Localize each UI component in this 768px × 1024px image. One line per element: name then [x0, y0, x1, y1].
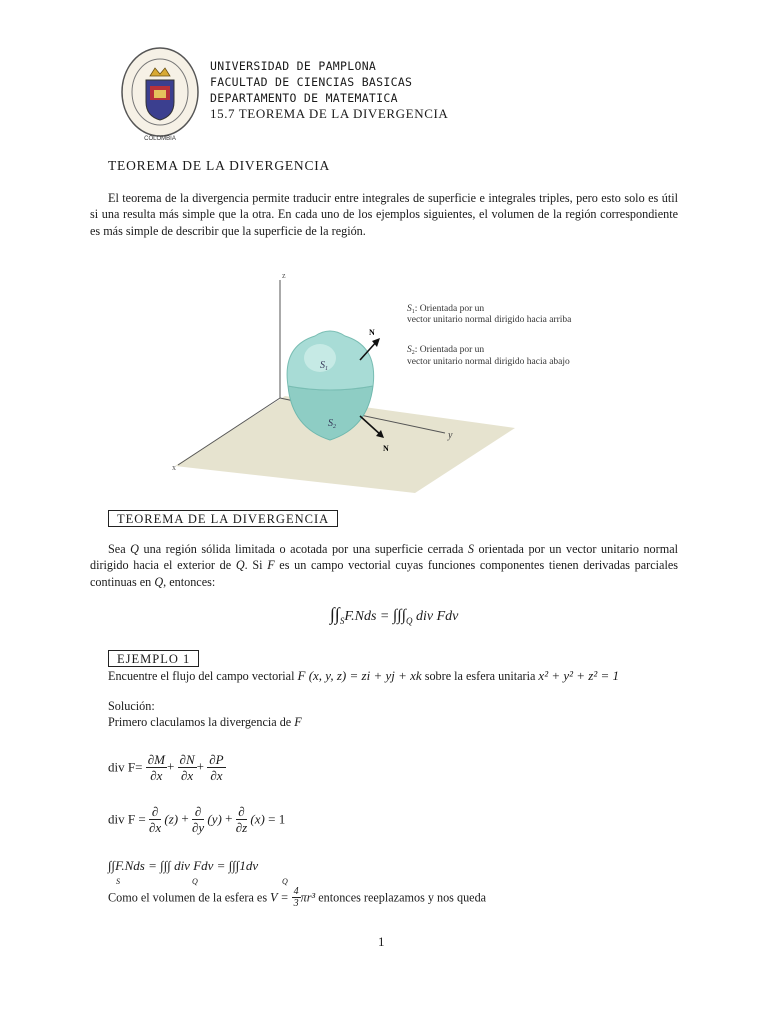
document-header	[210, 58, 448, 122]
s2-note-title: $S_2$: Orientada por un	[407, 345, 485, 356]
z-axis-label: z	[282, 271, 286, 280]
university-seal-logo	[120, 46, 200, 144]
page-number: 1	[378, 934, 385, 949]
s1-label: $S_1$	[320, 360, 328, 372]
s1-note-title: $S_1$: Orientada por un	[407, 304, 485, 315]
intro-paragraph	[90, 190, 678, 239]
s2-note-body: vector unitario normal dirigido hacia abajo	[407, 357, 570, 367]
seal-bottom-text: COLOMBIA	[144, 136, 176, 142]
section-title: TEOREMA DE LA DIVERGENCIA	[108, 158, 331, 173]
example-statement: Encuentre el flujo del campo vectorial F (x, y, z) = zi + yj + xk sobre la esfera unitaria x² + y² + z² = 1	[108, 668, 620, 683]
header-faculty: FACULTAD DE CIENCIAS BASICAS	[210, 75, 413, 89]
volume-statement: Como el volumen de la esfera es V = $\frac{4}{3}$ πr³ entonces reeplazamos y nos queda	[108, 886, 487, 909]
flux-equation: ∫∫F.Nds = ∫∫∫ div Fdv = ∫∫∫1dv S Q Q	[108, 858, 288, 886]
s1-note-body: vector unitario normal dirigido hacia arriba	[407, 315, 572, 325]
divergence-formula-applied: div F = $\frac{\partial}{\partial x}$ (z) + $\frac{\partial}{\partial y}$ (y) + $\frac{\partial}{\partial z}$ (x) = 1	[108, 804, 286, 835]
header-topic: 15.7 TEOREMA DE LA DIVERGENCIA	[210, 106, 449, 121]
header-university: UNIVERSIDAD DE PAMPLONA	[210, 59, 377, 73]
theorem-box-title: TEOREMA DE LA DIVERGENCIA	[108, 510, 338, 527]
intro-text: El teorema de la divergencia permite traducir entre integrales de superficie e integrales triples, pero esto solo es útil si una resulta más simple que la otra. En cada uno de los ejemplos siguientes, el volumen de la región correspondiente es más simple de describir que la superficie de la región.	[90, 191, 678, 238]
x-axis-label: x	[172, 463, 176, 472]
header-department: DEPARTAMENTO DE MATEMATICA	[210, 91, 398, 105]
divergence-figure	[170, 268, 610, 498]
n-top-label: N	[369, 328, 375, 337]
s2-label: $S_2$	[328, 418, 336, 430]
solution-step1: Primero claculamos la divergencia de F	[108, 715, 302, 729]
solution-label: Solución:	[108, 699, 155, 713]
example-box-title: EJEMPLO 1	[108, 650, 199, 667]
divergence-formula-general: div F= $\frac{\partial M}{\partial x}$ + $\frac{\partial N}{\partial x}$ + $\frac{\partial P}{\partial x}$	[108, 752, 224, 783]
theorem-statement: Sea Q una región sólida limitada o acotada por una superficie cerrada S orientada por un vector unitario normal dirigido hacia el exterior de Q. Si F es un campo vectorial cuyas funciones componentes tienen derivadas parciales continuas en Q, entonces:	[90, 542, 678, 589]
theorem-formula: $\int\int_SF.Nds = \int\int\int_Q$ div Fdv	[330, 604, 459, 626]
y-axis-label: y	[448, 430, 453, 441]
n-bottom-label: N	[383, 444, 389, 453]
